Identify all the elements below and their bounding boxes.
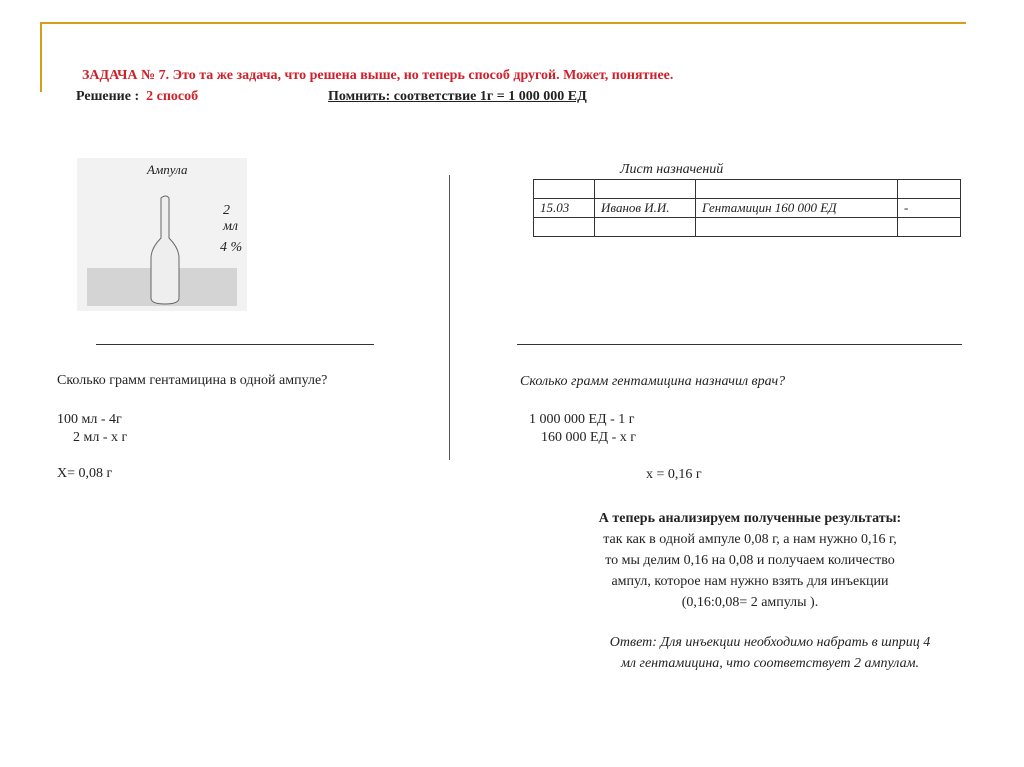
left-proportion-2: 2 мл - х г xyxy=(73,430,128,445)
analysis-heading: А теперь анализируем полученные результаты: xyxy=(598,511,902,526)
solution-method: 2 способ xyxy=(146,89,199,104)
left-border xyxy=(40,22,42,92)
remember-note: Помнить: соответствие 1г = 1 000 000 ЕД xyxy=(328,89,587,104)
left-rule xyxy=(96,344,374,345)
answer-block xyxy=(580,632,960,674)
table-row xyxy=(534,199,961,218)
ampoule-label: Ампула xyxy=(147,162,188,177)
right-question: Сколько грамм гентамицина назначил врач? xyxy=(520,374,786,389)
cell xyxy=(534,180,595,199)
ampoule-image xyxy=(77,158,247,311)
right-proportion-1: 1 000 000 ЕД - 1 г xyxy=(529,412,635,427)
right-rule xyxy=(517,344,962,345)
table-row xyxy=(534,218,961,237)
cell xyxy=(595,218,696,237)
table-row xyxy=(534,180,961,199)
cell xyxy=(696,180,898,199)
prescription-table xyxy=(533,179,961,237)
ampoule-concentration: 4 % xyxy=(220,240,243,255)
answer-line: мл гентамицина, что соответствует 2 ампулам. xyxy=(620,656,920,671)
column-divider xyxy=(449,175,450,460)
solution-line xyxy=(76,89,198,105)
cell-note: - xyxy=(898,199,961,218)
cell-date: 15.03 xyxy=(534,199,595,218)
ampoule-drawing xyxy=(77,158,247,311)
analysis-line: (0,16:0,08= 2 ампулы ). xyxy=(681,595,819,610)
analysis-line: так как в одной ампуле 0,08 г, а нам нужно 0,16 г, xyxy=(603,532,897,547)
cell xyxy=(898,180,961,199)
cell xyxy=(534,218,595,237)
prescription-title: Лист назначений xyxy=(620,162,724,177)
ampoule-volume: 2 мл xyxy=(223,203,239,234)
cell-patient: Иванов И.И. xyxy=(595,199,696,218)
solution-label: Решение : xyxy=(76,89,140,104)
analysis-block xyxy=(560,508,940,613)
left-question: Сколько грамм гентамицина в одной ампуле? xyxy=(57,373,328,388)
analysis-line: ампул, которое нам нужно взять для инъекции xyxy=(611,574,889,589)
cell xyxy=(898,218,961,237)
cell xyxy=(595,180,696,199)
left-proportion-1: 100 мл - 4г xyxy=(57,412,122,427)
top-border xyxy=(40,22,966,24)
left-result: Х= 0,08 г xyxy=(57,466,113,481)
cell xyxy=(696,218,898,237)
right-result: х = 0,16 г xyxy=(646,467,702,482)
cell-drug: Гентамицин 160 000 ЕД xyxy=(696,199,898,218)
analysis-line: то мы делим 0,16 на 0,08 и получаем количество xyxy=(605,553,895,568)
answer-line: Ответ: Для инъекции необходимо набрать в шприц 4 xyxy=(609,635,931,650)
task-title: ЗАДАЧА № 7. Это та же задача, что решена выше, но теперь способ другой. Может, понятнее. xyxy=(82,68,674,83)
right-proportion-2: 160 000 ЕД - х г xyxy=(541,430,637,445)
